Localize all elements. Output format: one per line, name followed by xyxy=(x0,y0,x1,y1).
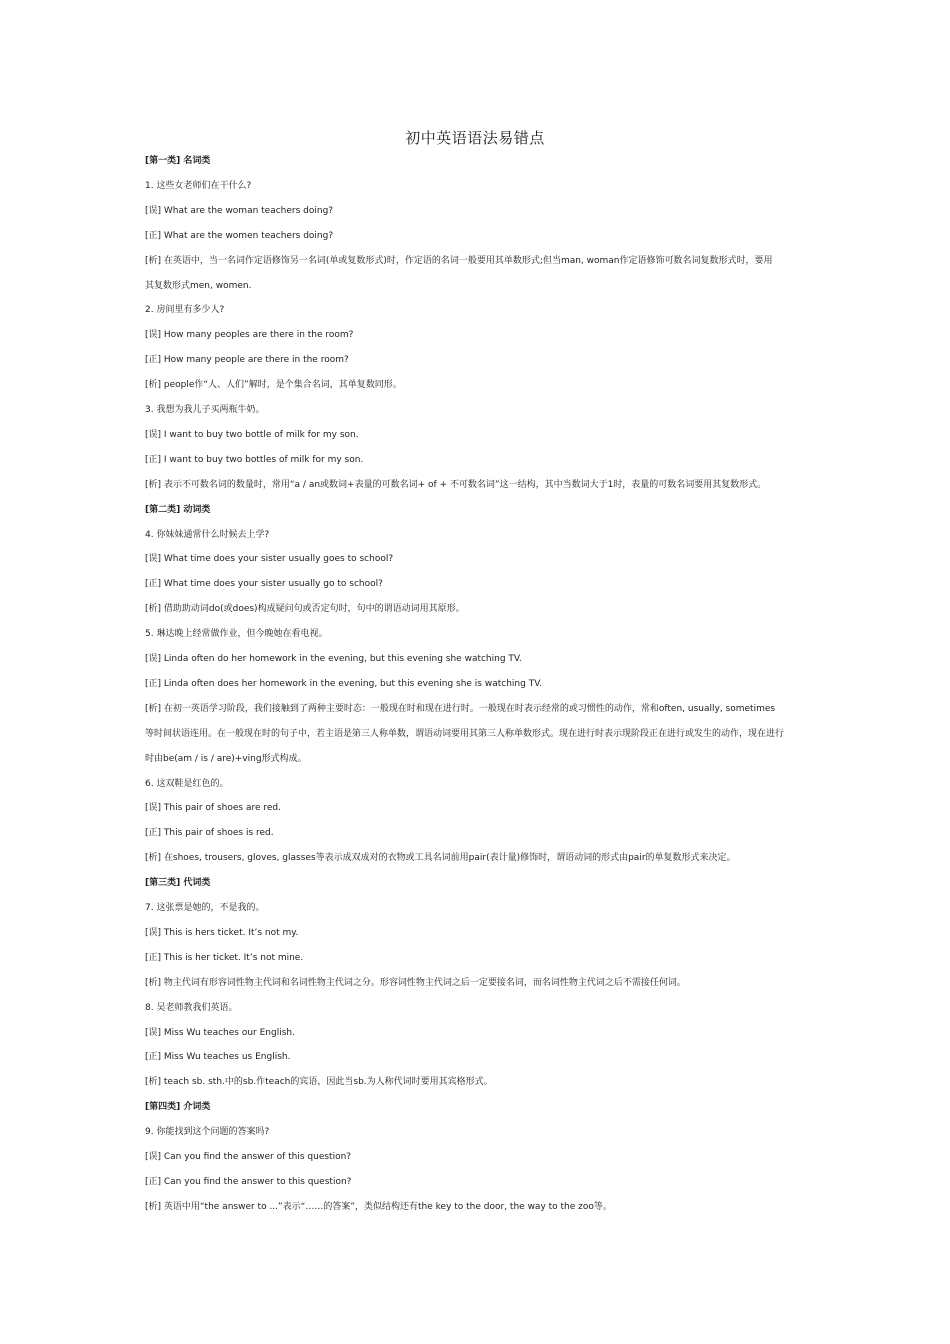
text-line: [正] This is her ticket. It’s not mine. xyxy=(145,952,304,963)
text-line: [正] This pair of shoes is red. xyxy=(145,828,274,839)
text-line: [析] 在英语中，当一名词作定语修饰另一名词(单或复数形式)时，作定语的名词一般要用其单数形式;但当man, woman作定语修饰可数名词复数形式时，要用 xyxy=(145,255,773,266)
text-line: 7. 这张票是她的，不是我的。 xyxy=(145,903,265,913)
text-line: 6. 这双鞋是红色的。 xyxy=(145,778,229,789)
text-line: 等时间状语连用。在一般现在时的句子中，若主语是第三人称单数，谓语动词要用其第三人称单数形式。现在进行时表示现阶段正在进行或发生的动作，现在进行 xyxy=(145,728,785,739)
text-line: [析] 英语中用“the answer to ...”表示“……的答案”，类似结构还有the key to the door, the way to the zoo等。 xyxy=(145,1201,612,1212)
text-line: 2. 房间里有多少人? xyxy=(145,305,225,316)
text-line: [误] Can you find the answer of this question? xyxy=(145,1152,352,1162)
text-line: [析] 物主代词有形容词性物主代词和名词性物主代词之分。形容词性物主代词之后一定要接名词，而名词性物主代词之后不需接任何词。 xyxy=(145,977,686,988)
text-line: [正] Linda often does her homework in the evening, but this evening she is watching TV. xyxy=(145,678,543,689)
text-line: [析] 在shoes, trousers, gloves, glasses等表示成双成对的衣物或工具名词前用pair(表计量)修饰时，谓语动词的形式由pair的单复数形式来决定。 xyxy=(145,853,736,864)
text-line: [误] How many peoples are there in the room? xyxy=(145,330,354,341)
text-line: 其复数形式men, women. xyxy=(145,280,252,291)
text-line: 4. 你妹妹通常什么时候去上学? xyxy=(145,529,270,540)
text-line: [析] 在初一英语学习阶段，我们接触到了两种主要时态：一般现在时和现在进行时。一般现在时表示经常的或习惯性的动作，常和often, usually, sometimes xyxy=(145,703,776,714)
text-line: [析] people作“人、人们”解时，是个集合名词，其单复数同形。 xyxy=(145,380,402,391)
text-line: [正] Can you find the answer to this question? xyxy=(145,1176,352,1187)
text-line: [误] This is hers ticket. It’s not my. xyxy=(145,927,299,938)
section-heading: [第四类] 介词类 xyxy=(145,1102,211,1113)
document-title: 初中英语语法易错点 xyxy=(405,129,545,147)
text-line: [误] What time does your sister usually goes to school? xyxy=(145,554,394,565)
text-line: [析] 借助助动词do(或does)构成疑问句或否定句时，句中的谓语动词用其原形。 xyxy=(145,604,465,615)
text-line: 时由be(am / is / are)+ving形式构成。 xyxy=(145,753,307,764)
text-line: 8. 吴老师教我们英语。 xyxy=(145,1002,238,1013)
text-line: 5. 琳达晚上经常做作业，但今晚她在看电视。 xyxy=(145,629,328,640)
text-line: 9. 你能找到这个问题的答案吗? xyxy=(145,1127,270,1138)
text-line: [正] What are the women teachers doing? xyxy=(145,230,334,241)
text-line: [正] What time does your sister usually go to school? xyxy=(145,579,383,590)
text-line: [误] Linda often do her homework in the evening, but this evening she watching TV. xyxy=(145,654,522,664)
text-line: [正] I want to buy two bottles of milk for my son. xyxy=(145,454,364,465)
text-line: [误] What are the woman teachers doing? xyxy=(145,205,334,216)
text-line: [误] This pair of shoes are red. xyxy=(145,803,281,814)
text-line: [误] I want to buy two bottle of milk for my son. xyxy=(145,429,359,440)
section-heading: [第二类] 动词类 xyxy=(145,504,211,515)
text-line: 1. 这些女老师们在干什么? xyxy=(145,180,252,191)
text-line: [正] Miss Wu teaches us English. xyxy=(145,1052,291,1063)
section-heading: [第一类] 名词类 xyxy=(145,156,211,166)
text-line: [误] Miss Wu teaches our English. xyxy=(145,1027,295,1038)
text-line: [析] 表示不可数名词的数量时，常用“a / an或数词+表量的可数名词+ of + 不可数名词”这一结构，其中当数词大于1时，表量的可数名词要用其复数形式。 xyxy=(145,479,767,490)
section-heading: [第三类] 代词类 xyxy=(145,878,211,889)
text-line: 3. 我想为我儿子买两瓶牛奶。 xyxy=(145,405,265,415)
text-line: [析] teach sb. sth.中的sb.作teach的宾语，因此当sb.为人称代词时要用其宾格形式。 xyxy=(145,1077,493,1088)
text-line: [正] How many people are there in the room? xyxy=(145,355,349,366)
